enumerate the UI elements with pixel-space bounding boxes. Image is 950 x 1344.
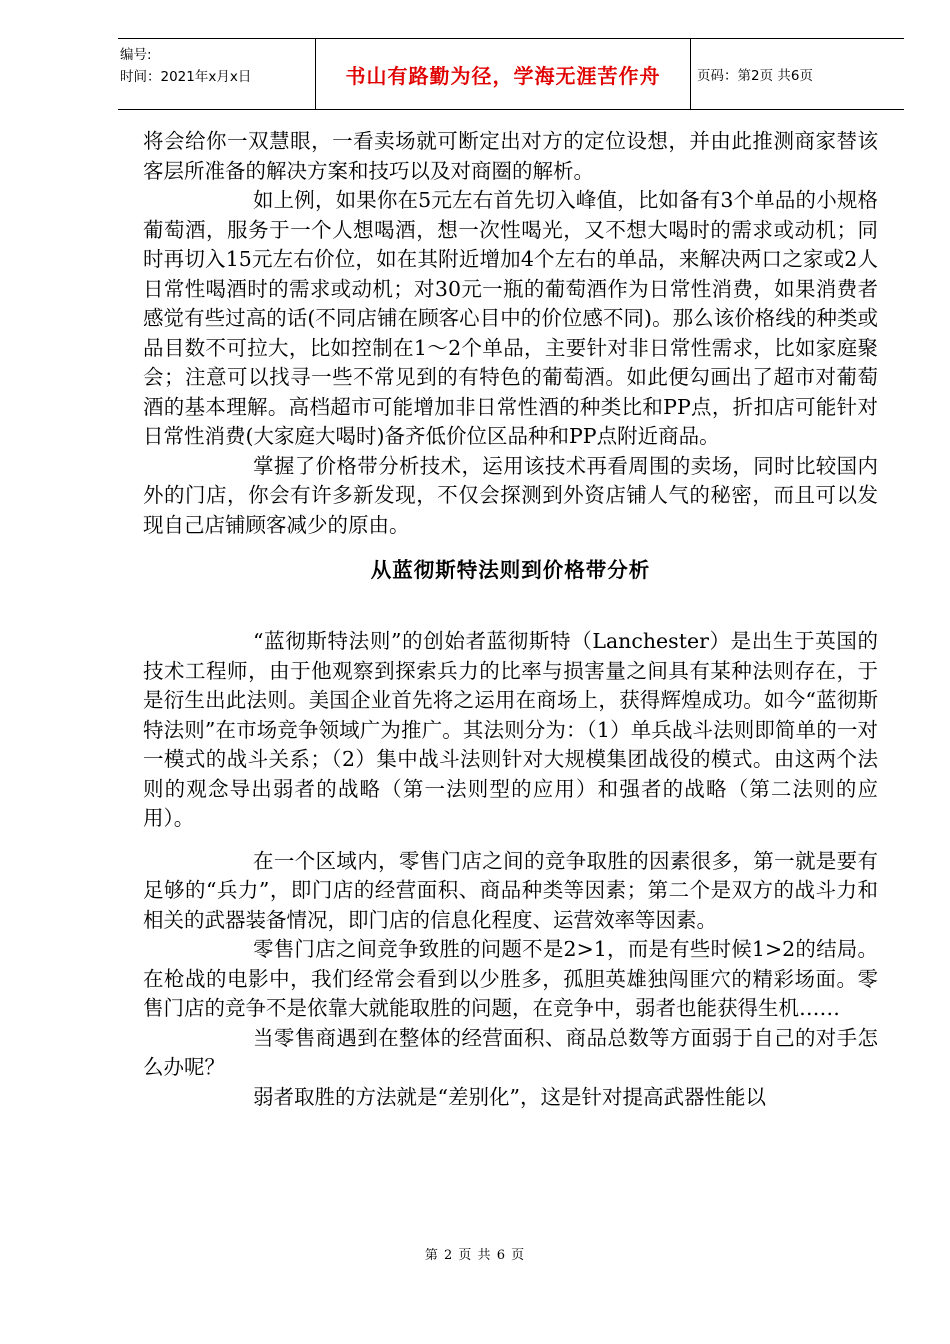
paragraph: “蓝彻斯特法则”的创始者蓝彻斯特（Lanchester）是出生于英国的技术工程师，由于他观察到探索兵力的比率与损害量之间具有某种法则存在，于是衍生出此法则。美国企业首先将之运用在商场上，获得辉煌成功。如今“蓝彻斯特法则”在市场竞争领域广为推广。其法则分为：（1）单兵战斗法则即简单的一对一模式的战斗关系；（2）集中战斗法则针对大规模集团战役的模式。由这两个法则的观念导出弱者的战略（第一法则型的应用）和强者的战略（第二法则的应用）。 bbox=[143, 629, 878, 830]
paragraph: 在一个区域内，零售门店之间的竞争取胜的因素很多，第一就是要有足够的“兵力”，即门店的经营面积、商品种类等因素；第二个是双方的战斗力和相关的武器装备情况，即门店的信息化程度、运营效率等因素。 bbox=[143, 848, 878, 932]
header-motto-cell bbox=[316, 39, 691, 109]
page-footer: 第 2 页 共 6 页 bbox=[424, 1248, 526, 1263]
header-page-info: 页码：第2页 共6页 bbox=[697, 68, 813, 84]
header-page-info-cell bbox=[691, 39, 904, 109]
paragraph: 零售门店之间竞争致胜的问题不是2>1，而是有些时候1>2的结局。在枪战的电影中，我们经常会看到以少胜多，孤胆英雄独闯匪穴的精彩场面。零售门店的竞争不是依靠大就能取胜的问题，在竞争中，弱者也能获得生机…… bbox=[143, 937, 878, 1020]
paragraph: 掌握了价格带分析技术，运用该技术再看周围的卖场，同时比较国内外的门店，你会有许多新发现，不仅会探测到外资店铺人气的秘密，而且可以发现自己店铺顾客减少的原由。 bbox=[143, 453, 878, 537]
paragraph: 当零售商遇到在整体的经营面积、商品总数等方面弱于自己的对手怎么办呢？ bbox=[143, 1025, 878, 1079]
paragraph: 如上例，如果你在5元左右首先切入峰值，比如备有3个单品的小规格葡萄酒，服务于一个人想喝酒，想一次性喝光，又不想大喝时的需求或动机；同时再切入15元左右价位，如在其附近增加4个左右的单品，来解决两口之家或2人日常性喝酒时的需求或动机；对30元一瓶的葡萄酒作为日常性消费，如果消费者感觉有些过高的话(不同店铺在顾客心目中的价位感不同)。那么该价格线的种类或品目数不可拉大，比如控制在1～2个单品，主要针对非日常性需求，比如家庭聚会；注意可以找寻一些不常见到的有特色的葡萄酒。如此便勾画出了超市对葡萄酒的基本理解。高档超市可能增加非日常性酒的种类比和PP点，折扣店可能针对日常性消费(大家庭大喝时)备齐低价位区品种和PP点附近商品。 bbox=[143, 188, 878, 448]
section-title: 从蓝彻斯特法则到价格带分析 bbox=[370, 558, 651, 582]
header-motto: 书山有路勤为径，学海无涯苦作舟 bbox=[345, 63, 661, 88]
document-number-label: 编号: bbox=[120, 47, 152, 63]
document-time-label: 时间：2021年x月x日 bbox=[120, 69, 252, 85]
paragraph: 弱者取胜的方法就是“差别化”，这是针对提高武器性能以 bbox=[253, 1084, 766, 1109]
paragraph: 将会给你一双慧眼，一看卖场就可断定出对方的定位设想，并由此推测商家替该客层所准备的解决方案和技巧以及对商圈的解析。 bbox=[143, 129, 878, 183]
header-meta bbox=[118, 39, 316, 109]
page-header bbox=[118, 38, 904, 110]
document-body bbox=[143, 127, 878, 1112]
